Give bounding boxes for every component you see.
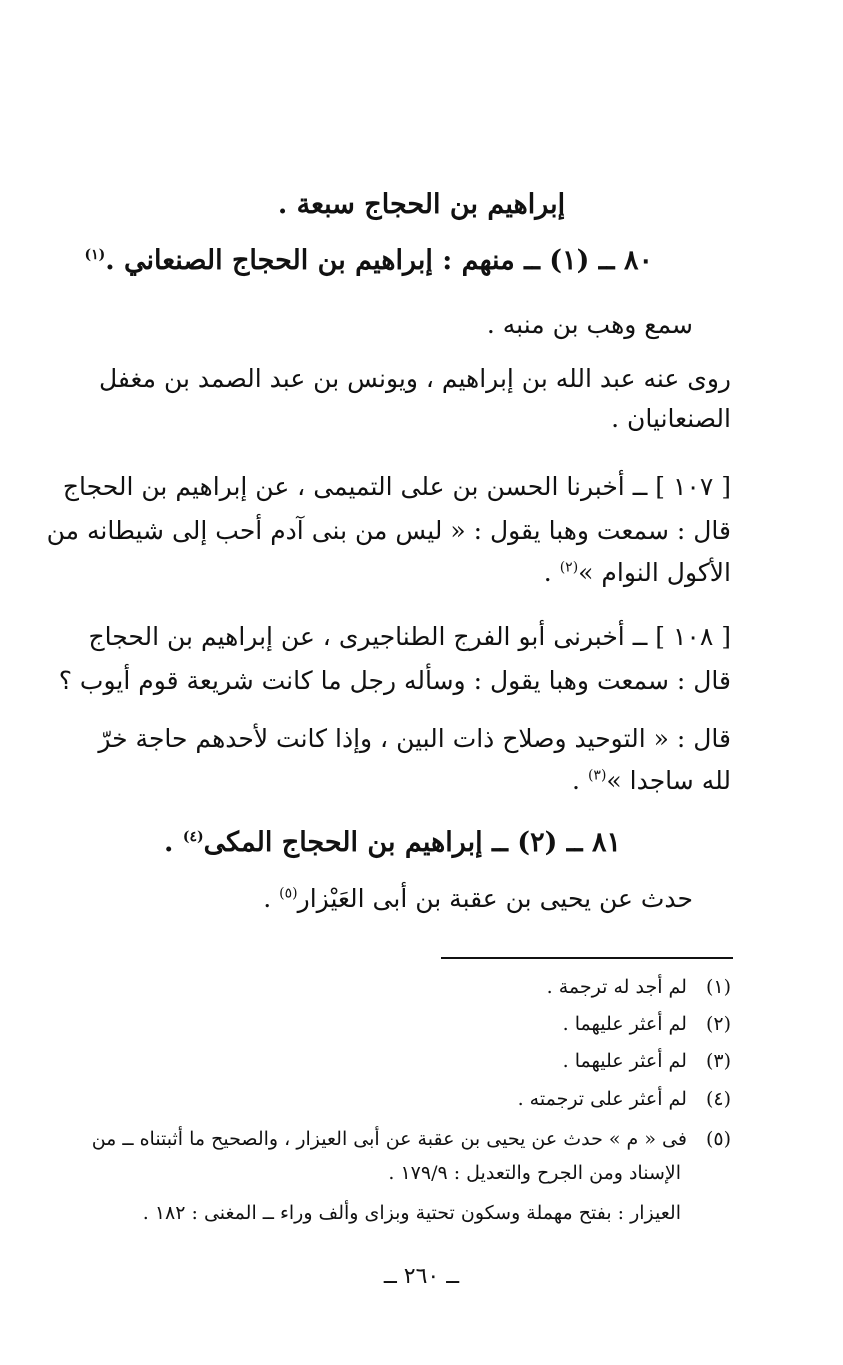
entry-81-heading <box>164 826 621 860</box>
entry-81-heading-end: . <box>164 827 183 858</box>
section-title: إبراهيم بن الحجاج سبعة . <box>277 189 566 220</box>
entry-80-heading-text: ٨٠ ــ (١) ــ منهم : إبراهيم بن الحجاج الصنعاني . <box>105 245 653 276</box>
entry-80-line-3: الصنعانيان . <box>611 404 731 433</box>
footnote-1 <box>547 974 731 1000</box>
footnote-2-text: لم أعثر عليهما . <box>562 1013 687 1035</box>
footnote-1-number: (١) <box>705 976 731 998</box>
narration-108-line-4 <box>572 764 731 798</box>
entry-81-line-1-text: حدث عن يحيى بن عقبة بن أبى العَيْزار <box>297 884 693 913</box>
narration-107-line-3-end: . <box>543 558 560 587</box>
narration-108-line-1: [ ١٠٨ ] ــ أخبرنى أبو الفرج الطناجيرى ، عن إبراهيم بن الحجاج <box>88 622 731 651</box>
entry-81-line-1-end: . <box>263 884 280 913</box>
entry-80-heading <box>84 244 653 278</box>
narration-107-line-3 <box>544 556 731 590</box>
narration-108-line-4-end: . <box>572 766 588 795</box>
narration-108-line-2: قال : سمعت وهبا يقول : وسأله رجل ما كانت شريعة قوم أيوب ؟ <box>58 666 731 695</box>
footnote-5-number: (٥) <box>705 1128 731 1150</box>
footnote-ref-4[interactable]: (٤) <box>182 829 204 845</box>
footnote-4 <box>518 1086 731 1112</box>
entry-81-heading-text: ٨١ ــ (٢) ــ إبراهيم بن الحجاج المكى <box>203 827 621 858</box>
entry-80-line-1: سمع وهب بن منبه . <box>486 310 693 339</box>
footnote-ref-5[interactable]: (٥) <box>279 885 298 902</box>
footnote-1-text: لم أجد له ترجمة . <box>546 976 687 998</box>
footnote-2-number: (٢) <box>705 1013 731 1035</box>
entry-80-line-2: روى عنه عبد الله بن إبراهيم ، ويونس بن عبد الصمد بن مغفل <box>98 364 731 393</box>
footnote-5-continuation-1: الإسناد ومن الجرح والتعديل : ١٧٩/٩ . <box>388 1162 681 1184</box>
narration-107-line-2: قال : سمعت وهبا يقول : « ليس من بنى آدم أحب إلى شيطانه من <box>46 516 731 545</box>
footnote-ref-3[interactable]: (٣) <box>587 767 607 784</box>
footnote-4-number: (٤) <box>705 1088 731 1110</box>
page-number: ــ ٢٦٠ ــ <box>383 1264 460 1289</box>
footnote-3 <box>563 1048 731 1074</box>
footnote-5-continuation-2: العيزار : بفتح مهملة وسكون تحتية وبزاى وألف وراء ــ المغنى : ١٨٢ . <box>142 1202 681 1224</box>
footnote-ref-2[interactable]: (٢) <box>559 559 579 576</box>
footnote-3-number: (٣) <box>705 1050 731 1072</box>
footnote-ref-1[interactable]: (١) <box>84 247 106 263</box>
footnote-5-text: فى « م » حدث عن يحيى بن عقبة عن أبى العيزار ، والصحيح ما أثبتناه ــ من <box>91 1128 687 1150</box>
footnote-3-text: لم أعثر عليهما . <box>562 1050 687 1072</box>
narration-108-line-3: قال : « التوحيد وصلاح ذات البين ، وإذا كانت لأحدهم حاجة خرّ <box>98 724 731 753</box>
footnote-divider <box>441 957 733 959</box>
narration-107-line-3-text: الأكول النوام » <box>578 558 731 587</box>
footnote-4-text: لم أعثر على ترجمته . <box>517 1088 687 1110</box>
narration-108-line-4-text: لله ساجدا » <box>606 766 731 795</box>
footnote-2 <box>563 1011 731 1037</box>
narration-107-line-1: [ ١٠٧ ] ــ أخبرنا الحسن بن على التميمى ، عن إبراهيم بن الحجاج <box>62 472 731 501</box>
footnote-5 <box>92 1126 731 1152</box>
entry-81-line-1 <box>263 882 693 916</box>
